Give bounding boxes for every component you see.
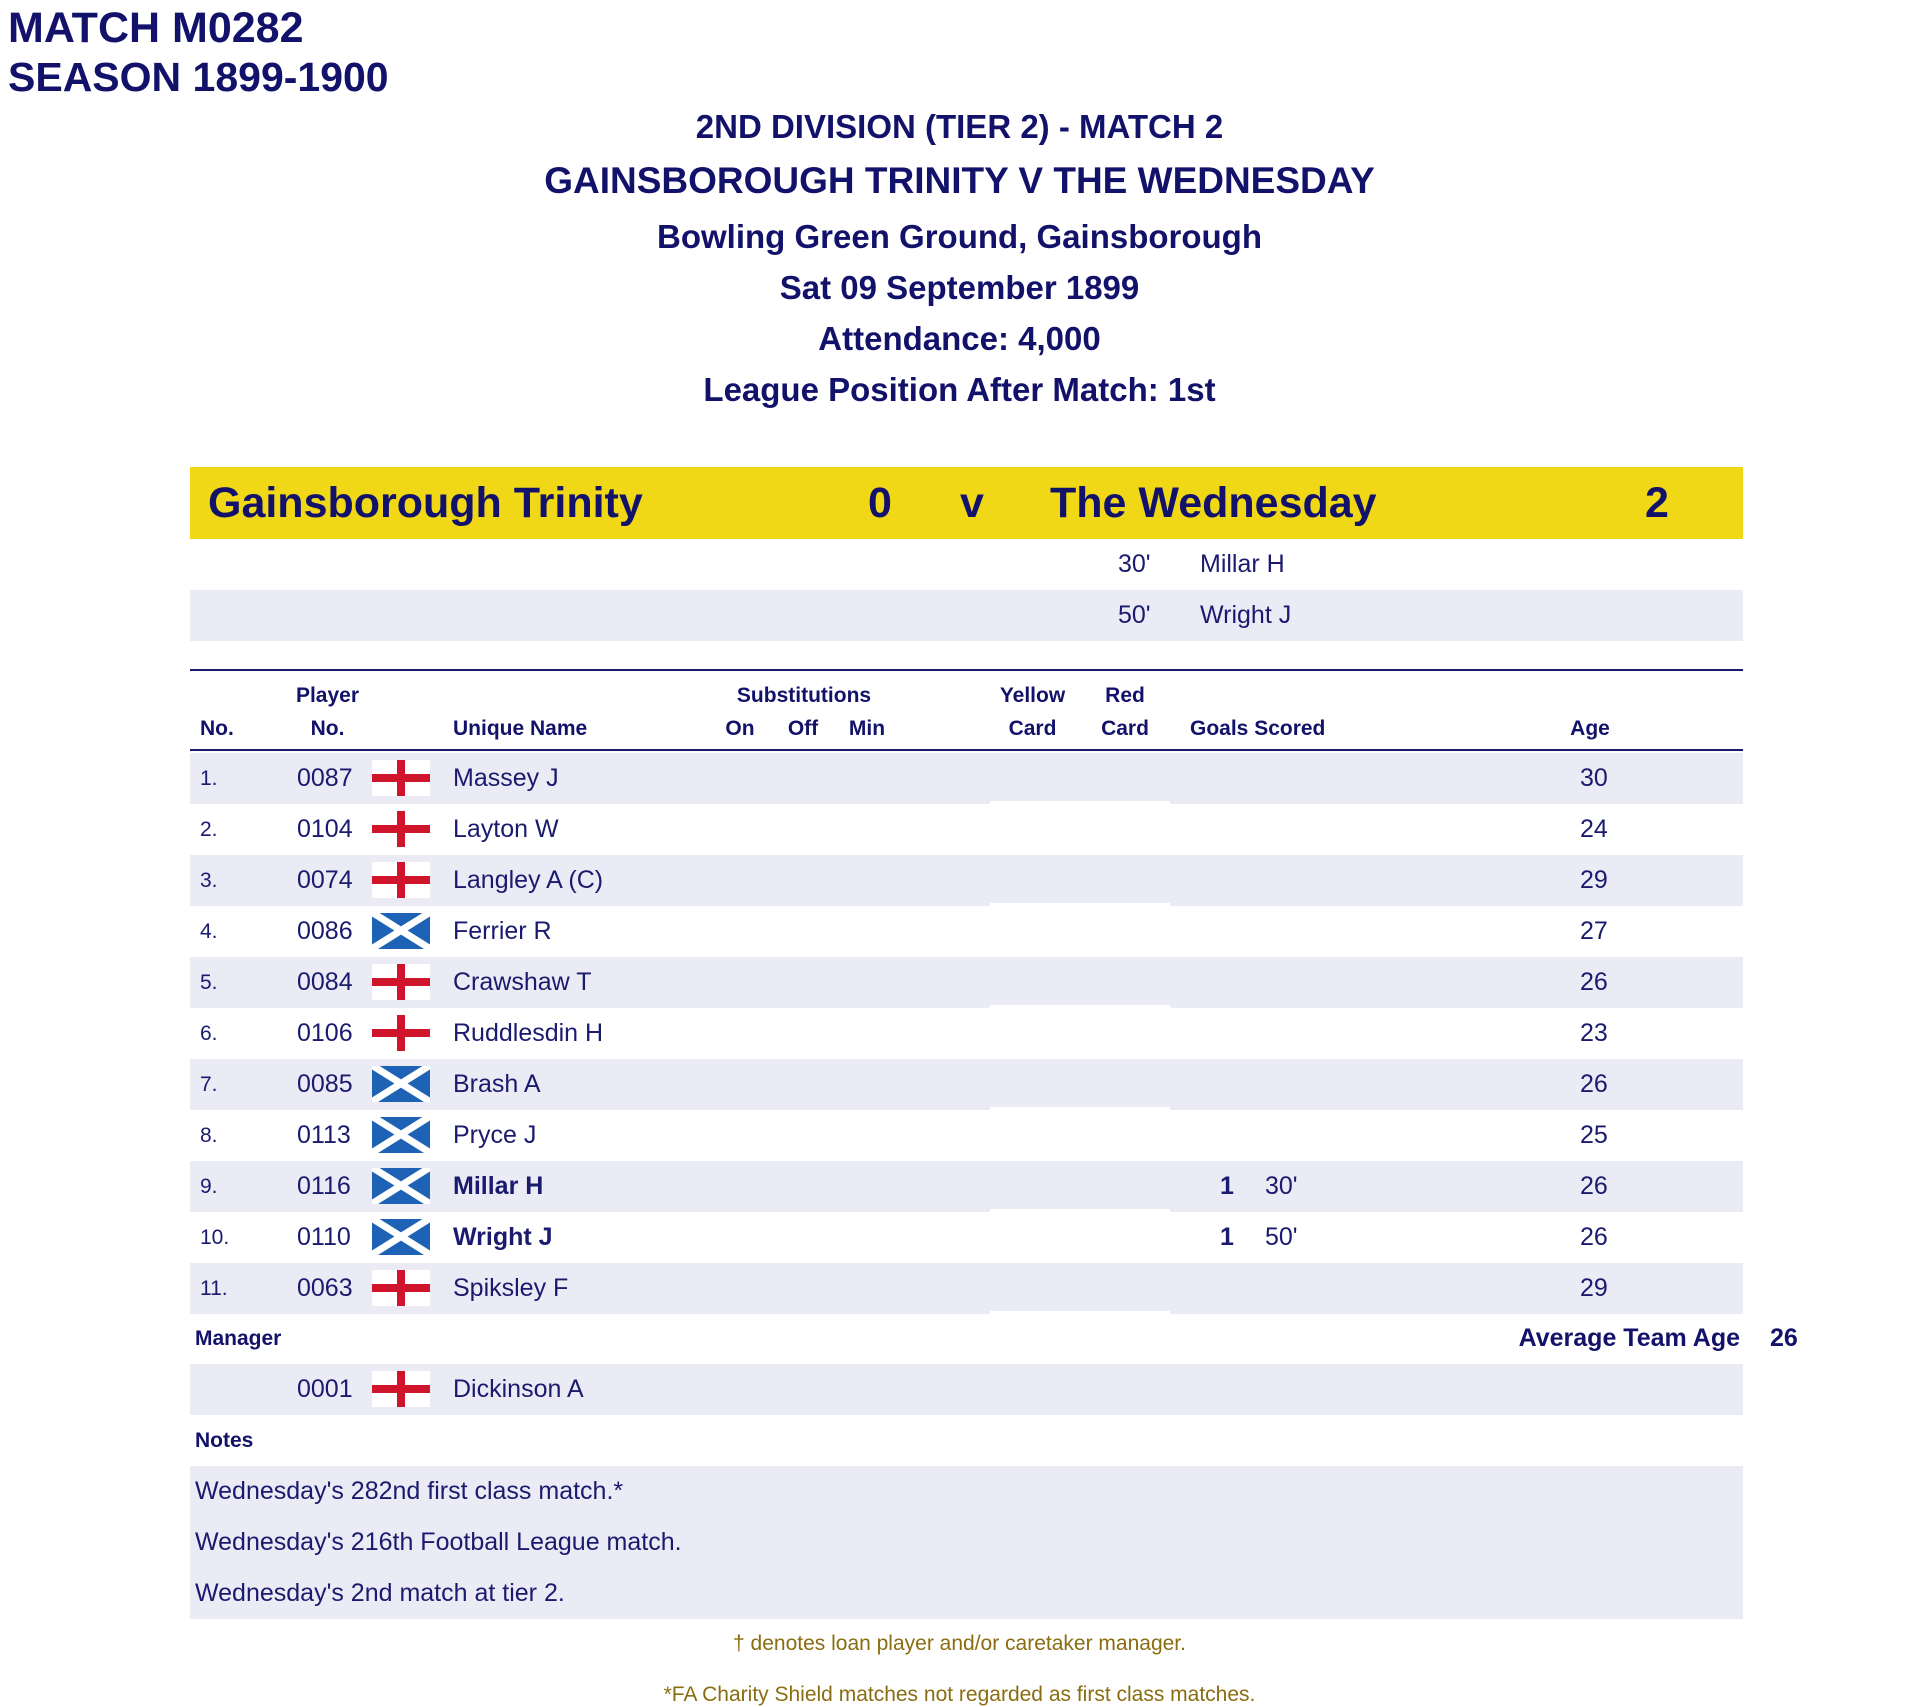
col-header-substitutions: Substitutions <box>736 684 872 707</box>
scotland-flag-icon <box>372 1066 430 1102</box>
row-number: 6. <box>200 1022 218 1045</box>
player-name: Millar H <box>453 1172 544 1200</box>
goal-minute: 30' <box>1118 550 1151 578</box>
league-position: League Position After Match: 1st <box>703 371 1216 408</box>
manager-row <box>190 1364 1743 1415</box>
manager-label: Manager <box>195 1327 282 1350</box>
player-name: Ferrier R <box>453 917 552 945</box>
player-name: Brash A <box>453 1070 541 1098</box>
player-name: Ruddlesdin H <box>453 1019 604 1047</box>
goals-count: 1 <box>1220 1223 1234 1251</box>
footnote-charity-shield: *FA Charity Shield matches not regarded as first class matches. <box>663 1683 1256 1706</box>
goal-minute: 50' <box>1265 1223 1298 1251</box>
england-flag-icon <box>372 862 430 898</box>
row-number: 3. <box>200 869 218 892</box>
player-number: 0110 <box>297 1223 351 1251</box>
attendance: Attendance: 4,000 <box>818 320 1101 357</box>
versus-label: v <box>960 479 984 527</box>
player-number: 0085 <box>297 1070 353 1098</box>
goal-summary-row <box>190 590 1743 641</box>
footnote-loan: † denotes loan player and/or caretaker manager. <box>733 1632 1186 1655</box>
table-row <box>190 1008 1743 1059</box>
goal-minute: 30' <box>1265 1172 1298 1200</box>
home-score: 0 <box>868 479 892 527</box>
player-number: 0106 <box>297 1019 353 1047</box>
player-age: 26 <box>1580 1070 1608 1098</box>
table-row <box>190 1110 1743 1161</box>
player-age: 25 <box>1580 1121 1608 1149</box>
notes-block <box>190 1466 1743 1619</box>
england-flag-icon <box>372 760 430 796</box>
col-header-goals-scored: Goals Scored <box>1190 717 1326 740</box>
notes-label: Notes <box>195 1429 254 1452</box>
player-number: 0087 <box>297 764 353 792</box>
row-number: 2. <box>200 818 218 841</box>
england-flag-icon <box>372 1371 430 1407</box>
player-name: Massey J <box>453 764 559 792</box>
row-number: 9. <box>200 1175 218 1198</box>
table-row <box>190 1212 1743 1263</box>
goal-scorer: Wright J <box>1200 601 1292 629</box>
player-age: 23 <box>1580 1019 1608 1047</box>
player-age: 26 <box>1580 1223 1608 1251</box>
col-header-no: No. <box>200 717 234 740</box>
player-name: Wright J <box>453 1223 553 1251</box>
manager-label-row <box>190 1313 1798 1364</box>
table-row <box>190 1161 1743 1212</box>
player-name: Layton W <box>453 815 559 843</box>
row-number: 7. <box>200 1073 218 1096</box>
player-age: 27 <box>1580 917 1608 945</box>
player-name: Spiksley F <box>453 1274 569 1302</box>
col-header-player-no-2: No. <box>310 717 345 740</box>
row-number: 11. <box>200 1277 228 1300</box>
scotland-flag-icon <box>372 1219 430 1255</box>
col-header-yellow-1: Yellow <box>999 684 1066 707</box>
row-number: 1. <box>200 767 218 790</box>
col-header-sub-off: Off <box>787 717 819 740</box>
england-flag-icon <box>372 1015 430 1051</box>
england-flag-icon <box>372 964 430 1000</box>
player-number: 0063 <box>297 1274 353 1302</box>
player-age: 26 <box>1580 1172 1608 1200</box>
match-date: Sat 09 September 1899 <box>779 269 1140 306</box>
scotland-flag-icon <box>372 1117 430 1153</box>
player-age: 30 <box>1580 764 1608 792</box>
note-line: Wednesday's 282nd first class match.* <box>195 1477 624 1505</box>
manager-player-no: 0001 <box>297 1375 353 1403</box>
col-header-red-1: Red <box>1105 684 1145 707</box>
player-age: 29 <box>1580 866 1608 894</box>
note-line: Wednesday's 216th Football League match. <box>195 1528 682 1556</box>
player-number: 0086 <box>297 917 353 945</box>
division-title: 2ND DIVISION (TIER 2) - MATCH 2 <box>695 108 1224 145</box>
average-age-value: 26 <box>1770 1324 1798 1352</box>
player-number: 0116 <box>297 1172 351 1200</box>
player-number: 0074 <box>297 866 353 894</box>
season-label: SEASON 1899-1900 <box>8 54 389 100</box>
score-bar <box>190 467 1743 539</box>
player-age: 29 <box>1580 1274 1608 1302</box>
home-team-name: Gainsborough Trinity <box>208 479 643 527</box>
table-row <box>190 1263 1743 1314</box>
player-age: 24 <box>1580 815 1608 843</box>
table-row <box>190 753 1743 804</box>
england-flag-icon <box>372 811 430 847</box>
table-row <box>190 855 1743 906</box>
table-top-rule <box>190 669 1743 671</box>
note-line: Wednesday's 2nd match at tier 2. <box>195 1579 565 1607</box>
away-score: 2 <box>1645 479 1669 527</box>
row-number: 8. <box>200 1124 218 1147</box>
table-row <box>190 906 1743 957</box>
col-header-player-no-1: Player <box>295 684 360 707</box>
scotland-flag-icon <box>372 913 430 949</box>
away-team-name: The Wednesday <box>1050 479 1377 527</box>
scotland-flag-icon <box>372 1168 430 1204</box>
player-number: 0113 <box>297 1121 351 1149</box>
player-name: Langley A (C) <box>453 866 604 894</box>
row-number: 4. <box>200 920 218 943</box>
goal-scorer: Millar H <box>1200 550 1285 578</box>
col-header-unique-name: Unique Name <box>453 717 588 740</box>
player-number: 0104 <box>297 815 353 843</box>
col-header-yellow-2: Card <box>1008 717 1057 740</box>
col-header-red-2: Card <box>1101 717 1149 740</box>
manager-name: Dickinson A <box>453 1375 584 1403</box>
col-header-sub-on: On <box>725 717 755 740</box>
table-row <box>190 1059 1743 1110</box>
player-name: Crawshaw T <box>453 968 592 996</box>
goals-count: 1 <box>1220 1172 1234 1200</box>
row-number: 10. <box>200 1226 230 1249</box>
header-bottom-rule <box>190 749 1743 751</box>
col-header-age: Age <box>1570 717 1610 740</box>
goal-minute: 50' <box>1118 601 1151 629</box>
average-age-label: Average Team Age <box>1518 1324 1740 1352</box>
player-age: 26 <box>1580 968 1608 996</box>
table-row <box>190 957 1743 1008</box>
match-code: MATCH M0282 <box>8 4 304 52</box>
player-number: 0084 <box>297 968 353 996</box>
notes-label-row <box>190 1415 1743 1466</box>
goal-summary-row <box>190 539 1743 590</box>
venue: Bowling Green Ground, Gainsborough <box>657 218 1262 255</box>
england-flag-icon <box>372 1270 430 1306</box>
table-row <box>190 804 1743 855</box>
row-number: 5. <box>200 971 218 994</box>
player-name: Pryce J <box>453 1121 537 1149</box>
col-header-sub-min: Min <box>848 717 886 740</box>
fixture-title: GAINSBOROUGH TRINITY V THE WEDNESDAY <box>544 160 1375 201</box>
